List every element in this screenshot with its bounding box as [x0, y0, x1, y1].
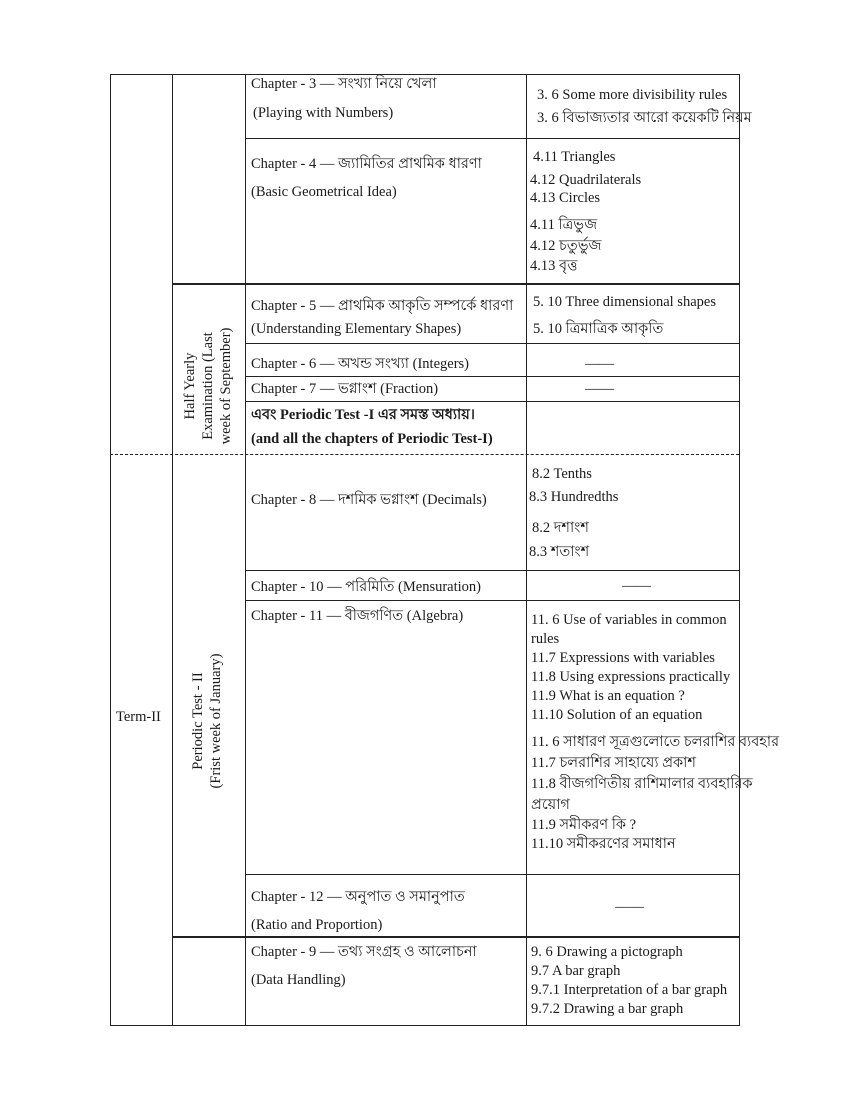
chapter-4-subtitle: (Basic Geometrical Idea) — [251, 184, 397, 200]
topic-item: 8.3 Hundredths — [529, 489, 619, 505]
chapter-3-subtitle: (Playing with Numbers) — [253, 105, 394, 121]
chapter-5-subtitle: (Understanding Elementary Shapes) — [251, 321, 462, 337]
topic-item: 11.9 What is an equation ? — [531, 688, 685, 704]
topic-item: 4.12 Quadrilaterals — [530, 172, 642, 188]
topic-item: 9.7.2 Drawing a bar graph — [531, 1001, 684, 1017]
topic-item: rules — [531, 631, 560, 647]
chapter-4-title: Chapter - 4 — জ্যামিতির প্রাথমিক ধারণা — [251, 156, 482, 172]
topic-item: 11.7 চলরাশির সাহায্যে প্রকাশ — [531, 755, 696, 771]
chapter-6-title: Chapter - 6 — অখন্ড সংখ্যা (Integers) — [251, 356, 469, 372]
topic-item: 8.3 শতাংশ — [529, 544, 590, 560]
row-sep — [245, 343, 739, 344]
row-sep-thick — [172, 936, 739, 938]
topic-item: 8.2 দশাংশ — [532, 520, 589, 536]
topic-item: 11. 6 Use of variables in common — [531, 612, 727, 628]
chapter-9-subtitle: (Data Handling) — [251, 972, 346, 988]
topic-item: 4.13 Circles — [530, 190, 601, 206]
topic-item: 11.8 বীজগণিতীয় রাশিমালার ব্যবহারিক — [531, 776, 753, 792]
topic-item: 11. 6 সাধারণ সূত্রগুলোতে চলরাশির ব্যবহার — [531, 734, 780, 750]
topic-empty-dash: —— — [585, 381, 614, 397]
topic-item: 11.7 Expressions with variables — [531, 650, 715, 666]
chapter-8-title: Chapter - 8 — দশমিক ভগ্নাংশ (Decimals) — [251, 492, 487, 508]
chapter-12-subtitle: (Ratio and Proportion) — [251, 917, 383, 933]
topic-item: 11.9 সমীকরণ কি ? — [531, 817, 637, 833]
table-left-border — [110, 74, 111, 1026]
topic-item: 11.8 Using expressions practically — [531, 669, 731, 685]
chapter-10-title: Chapter - 10 — পরিমিতি (Mensuration) — [251, 579, 481, 595]
col-divider-term — [172, 74, 173, 1026]
chapter-12-title: Chapter - 12 — অনুপাত ও সমানুপাত — [251, 889, 465, 905]
topic-item: 4.12 চতুর্ভুজ — [530, 238, 602, 254]
term-label: Term-II — [116, 709, 161, 725]
chapter-5-title: Chapter - 5 — প্রাথমিক আকৃতি সম্পর্কে ধারণা — [251, 298, 514, 314]
topic-item: 9.7 A bar graph — [531, 963, 621, 979]
topic-empty-dash: —— — [622, 578, 651, 594]
col-divider-exam — [245, 74, 246, 1026]
col-divider-topics — [526, 74, 527, 1026]
topic-item: 9. 6 Drawing a pictograph — [531, 944, 683, 960]
row-sep — [245, 874, 739, 875]
topic-item: 5. 10 ত্রিমাত্রিক আকৃতি — [533, 321, 664, 337]
periodic-test-2-label: Periodic Test - II (Frist week of January) — [190, 653, 224, 789]
table-right-border — [739, 74, 740, 1026]
table-bottom-border — [110, 1025, 739, 1026]
row-sep-thick — [172, 283, 739, 285]
topic-item: 4.11 ত্রিভুজ — [530, 217, 598, 233]
topic-item: 3. 6 Some more divisibility rules — [537, 87, 728, 103]
topic-item: 4.13 বৃত্ত — [530, 258, 578, 274]
chapter-7-title: Chapter - 7 — ভগ্নাংশ (Fraction) — [251, 381, 439, 397]
row-sep — [245, 570, 739, 571]
chapter-3-title: Chapter - 3 — সংখ্যা নিয়ে খেলা — [251, 76, 437, 92]
topic-item: 3. 6 বিভাজ্যতার আরো কয়েকটি নিয়ম — [537, 110, 752, 126]
chapter-9-title: Chapter - 9 — তথ্য সংগ্রহ ও আলোচনা — [251, 944, 477, 960]
topic-empty-dash: —— — [585, 356, 614, 372]
row-sep — [245, 401, 739, 402]
topic-item: 9.7.1 Interpretation of a bar graph — [531, 982, 728, 998]
topic-item: 8.2 Tenths — [532, 466, 592, 482]
periodic-test-1-note: এবং Periodic Test -I এর সমস্ত অধ্যায়। — [251, 407, 475, 423]
chapter-11-title: Chapter - 11 — বীজগণিত (Algebra) — [251, 608, 464, 624]
topic-item: 5. 10 Three dimensional shapes — [533, 294, 716, 310]
topic-empty-dash: —— — [615, 899, 644, 915]
row-sep — [245, 600, 739, 601]
topic-item: 4.11 Triangles — [533, 149, 616, 165]
topic-item: 11.10 সমীকরণের সমাধান — [531, 836, 676, 852]
row-sep — [245, 376, 739, 377]
row-sep — [245, 138, 739, 139]
topic-item: 11.10 Solution of an equation — [531, 707, 703, 723]
periodic-test-1-note-en: (and all the chapters of Periodic Test-I) — [251, 431, 493, 447]
topic-item: প্রয়োগ — [531, 797, 570, 813]
half-yearly-exam-label: Half Yearly Examination (Last week of September) — [182, 327, 234, 445]
